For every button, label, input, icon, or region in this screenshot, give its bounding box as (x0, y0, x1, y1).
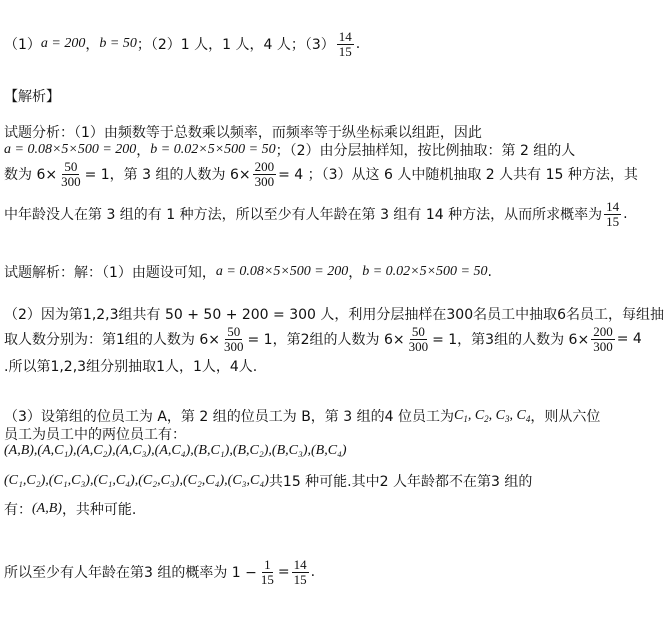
fraction-numerator: 14 (338, 29, 352, 44)
solution-line-10: 所以至少有人年龄在第3 组的概率为 1 − $\frac{1}{15}$ = $\frac{14}{15}$ . (4, 557, 316, 587)
analysis-title: 【解析】 (4, 89, 60, 105)
fraction: $\frac{50}{300}$ (408, 324, 429, 354)
answer-fraction (337, 30, 354, 58)
answer-b: b = 50 (99, 36, 137, 52)
solution-line-2: （2）因为第1,2,3组共有 50 + 50 + 200 = 300 人，利用分层抽样在300名员工中抽取6名员工，每组抽 (4, 307, 664, 323)
fraction: $\frac{14}{15}$ (606, 199, 620, 229)
analysis-line-4: 中年龄没人在第 3 组的有 1 种方法，所以至少有人年龄在第 3 组有 14 种方法，从而所求概率为 $\frac{14}{15}$ . (4, 199, 628, 229)
solution-line-6: 员工为员工中的两位员工有： (4, 427, 186, 443)
fraction: $\frac{1}{15}$ (260, 557, 274, 587)
answer-label-1: （1） (4, 37, 41, 54)
solution-line-4: .所以第1,2,3组分别抽取1人，1人，4人. (4, 359, 258, 375)
fraction: $\frac{50}{300}$ (224, 324, 244, 354)
solution-line-9: 有： (A,B) ，共种可能. (4, 501, 137, 518)
answer-people: 1 人，1 人，4 人；（3） (180, 37, 335, 54)
solution-line-3: 取人数分别为：第1组的人数为 6× $\frac{50}{300}$ = 1，第2组的人数为 6× $\frac{50}{300}$ = 1，第3组的人数为 6× $\frac{200}{300}$ = 4 (4, 324, 642, 354)
pair-list-1: (A,B),(A,C₁),(A,C₂),(A,C₃),(A,C₄),(B,C₁),(B,C₂),(B,C₃),(B,C₄) (4, 443, 347, 458)
analysis-line-2: a = 0.08×5×500 = 200 ， b = 0.02×5×500 = 50 ；（2）由分层抽样知，按比例抽取：第 2 组的人 (4, 142, 576, 159)
answer-label-2: ；（2） (136, 37, 181, 54)
fraction: $\frac{14}{15}$ (293, 557, 307, 587)
answer-line (4, 30, 626, 58)
fraction: $\frac{200}{300}$ (593, 324, 613, 354)
analysis-line-1: 试题分析：（1）由频数等于总数乘以频率，而频率等于纵坐标乘以组距，因此 (4, 125, 482, 141)
solution-line-8: (C₁,C₂),(C₁,C₃),(C₁,C₄),(C₂,C₃),(C₂,C₄),(C₃,C₄) 共15 种可能.其中2 人年龄都不在第3 组的 (4, 473, 533, 490)
fraction: $\frac{50}{300}$ (61, 159, 81, 189)
c-group: $C_1$, $C_2$, $C_3$, $C_4$ (453, 408, 531, 424)
solution-line-5: （3）设第组的位员工为 A，第 2 组的位员工为 B，第 3 组的4 位员工为 $C_1$, $C_2$, $C_3$, $C_4$ ，则从六位 (4, 408, 601, 425)
answer-a: a = 200 (40, 36, 86, 52)
answer-comma: ， (85, 37, 100, 54)
solution-line-1: 试题解析：解：（1）由题设可知， a = 0.08×5×500 = 200 ， b = 0.02×5×500 = 50 . (4, 264, 492, 281)
analysis-line-3: 数为 6× $\frac{50}{300}$ = 1，第 3 组的人数为 6× $\frac{200}{300}$ = 4 ；（3）从这 6 人中随机抽取 2 人共有 15 种方法，其 (4, 159, 638, 189)
fraction-denominator: 15 (338, 43, 352, 59)
answer-period: . (355, 36, 361, 53)
fraction: $\frac{200}{300}$ (254, 159, 275, 189)
